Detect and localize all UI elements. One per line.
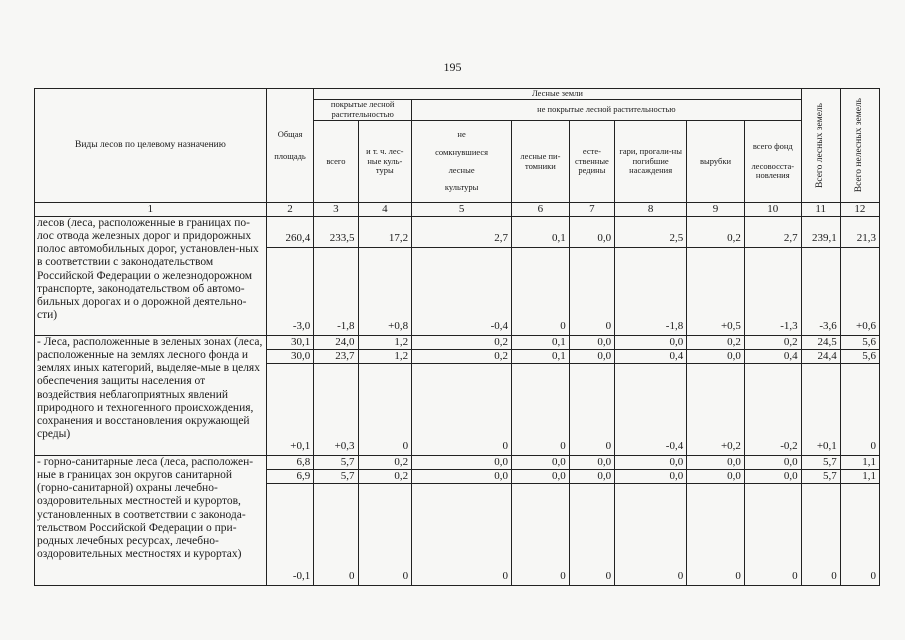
cell-diff: 0: [569, 247, 614, 335]
cell-value: 5,7: [314, 469, 358, 483]
cell-value: 30,1: [266, 335, 313, 349]
cell-value: 24,4: [801, 349, 840, 363]
header-burnt: гари, прогали-ны погибшие насаждения: [615, 121, 687, 203]
cell-diff: +0,8: [358, 247, 412, 335]
cell-value: 0,2: [358, 455, 412, 469]
cell-value: 0,0: [569, 349, 614, 363]
cell-value: 0,0: [569, 455, 614, 469]
cell-diff: 0: [412, 363, 512, 455]
cell-value: 2,7: [744, 216, 801, 247]
column-number: 12: [840, 203, 879, 217]
cell-value: 0,4: [615, 349, 687, 363]
cell-diff: 0: [512, 483, 570, 585]
header-unclosed-line3: лесные: [448, 164, 475, 175]
cell-value: 0,0: [615, 455, 687, 469]
section-row-1: [35, 455, 880, 469]
cell-diff: -1,3: [744, 247, 801, 335]
header-unclosed-line1: не: [457, 128, 466, 139]
cell-value: 1,1: [840, 469, 879, 483]
column-numbers-row: [35, 203, 880, 217]
header-total: всего: [314, 121, 358, 203]
column-number: 5: [412, 203, 512, 217]
cell-diff: -0,2: [744, 363, 801, 455]
header-total-area-line2: площадь: [274, 150, 306, 161]
cell-value: 0,2: [687, 335, 745, 349]
cell-value: 0,0: [512, 469, 570, 483]
cell-value: 30,0: [266, 349, 313, 363]
header-incl-cultures: и т. ч. лес-ные куль-туры: [358, 121, 412, 203]
cell-value: 6,8: [266, 455, 313, 469]
cell-value: 0,0: [615, 335, 687, 349]
header-unclosed-line2: сомкнувшиеся: [435, 146, 489, 157]
column-number: 11: [801, 203, 840, 217]
cell-value: 0,4: [744, 349, 801, 363]
header-unclosed: [412, 121, 512, 203]
cell-diff: 0: [569, 363, 614, 455]
cell-value: 0,0: [744, 469, 801, 483]
header-all-nonforest-text: Всего нелесных земель: [854, 98, 865, 193]
header-total-area: [266, 89, 313, 203]
header-reforest-line1: всего фонд: [752, 140, 793, 151]
cell-value: 1,2: [358, 335, 412, 349]
cell-value: 1,2: [358, 349, 412, 363]
cell-diff: 0: [569, 483, 614, 585]
section-row-1: [35, 335, 880, 349]
cell-value: 6,9: [266, 469, 313, 483]
cell-diff: -1,8: [615, 247, 687, 335]
page-number: 195: [443, 60, 462, 74]
cell-value: 239,1: [801, 216, 840, 247]
cell-diff: 0: [744, 483, 801, 585]
cell-diff: +0,2: [687, 363, 745, 455]
cell-value: 0,0: [687, 349, 745, 363]
column-number: 10: [744, 203, 801, 217]
cell-value: 0,1: [512, 216, 570, 247]
cell-diff: -0,4: [615, 363, 687, 455]
forest-area-table: [34, 88, 880, 586]
cell-diff: -0,1: [266, 483, 313, 585]
cell-diff: +0,1: [266, 363, 313, 455]
cell-diff: 0: [512, 247, 570, 335]
section-description: - Леса, расположенные в зеленых зонах (леса, расположенные на землях лесного фонда и землях иных категорий, выделяе-мые в целях обеспечения защиты населения от воздействия неблагоприятных явлений природного и техногенного происхождения, сохранения и восстановления окружающей среды): [35, 335, 267, 455]
cell-value: 0,2: [412, 335, 512, 349]
cell-diff: +0,1: [801, 363, 840, 455]
column-number: 9: [687, 203, 745, 217]
header-reforest-line2: лесовосста-новления: [751, 160, 795, 181]
cell-value: 0,0: [569, 469, 614, 483]
cell-value: 2,5: [615, 216, 687, 247]
section-row-1: [35, 216, 880, 247]
header-all-nonforest: [840, 89, 879, 203]
cell-value: 24,0: [314, 335, 358, 349]
cell-value: 0,0: [412, 469, 512, 483]
cell-value: 0,2: [412, 349, 512, 363]
column-number: 3: [314, 203, 358, 217]
cell-diff: 0: [840, 363, 879, 455]
header-natural-sparse: есте-ственные редины: [569, 121, 614, 203]
cell-value: 5,6: [840, 335, 879, 349]
cell-diff: +0,6: [840, 247, 879, 335]
cell-value: 0,1: [512, 349, 570, 363]
cell-value: 0,1: [512, 335, 570, 349]
cell-value: 0,0: [687, 469, 745, 483]
cell-value: 0,2: [744, 335, 801, 349]
column-number: 2: [266, 203, 313, 217]
cell-diff: -3,6: [801, 247, 840, 335]
section-description: - горно-санитарные леса (леса, расположен-ные в границах зон округов санитарной (горно-санитарной) охраны лечебно-оздоровительных местностей и курортов, установленных в соответствии с законода-тельством Российской Федерации о при-родных лечебных ресурсах, лечебно-оздоровительных местностях и курортах): [35, 455, 267, 585]
header-unclosed-line4: культуры: [444, 182, 479, 193]
column-number: 8: [615, 203, 687, 217]
cell-value: 5,6: [840, 349, 879, 363]
cell-diff: +0,5: [687, 247, 745, 335]
cell-value: 0,2: [687, 216, 745, 247]
cell-value: 5,7: [801, 469, 840, 483]
column-number: 1: [35, 203, 267, 217]
cell-diff: +0,3: [314, 363, 358, 455]
cell-value: 233,5: [314, 216, 358, 247]
cell-value: 23,7: [314, 349, 358, 363]
header-total-area-line1: Общая: [277, 128, 303, 139]
cell-value: 21,3: [840, 216, 879, 247]
cell-diff: 0: [801, 483, 840, 585]
cell-diff: 0: [314, 483, 358, 585]
header-not-covered: не покрытые лесной растительностью: [412, 100, 802, 121]
cell-value: 0,0: [412, 455, 512, 469]
cell-diff: -1,8: [314, 247, 358, 335]
cell-diff: 0: [358, 483, 412, 585]
header-nurseries: лесные пи-томники: [512, 121, 570, 203]
header-forest-lands: Лесные земли: [314, 89, 801, 100]
header-covered: покрытые лесной растительностью: [314, 100, 412, 121]
cell-value: 0,0: [744, 455, 801, 469]
cell-value: 17,2: [358, 216, 412, 247]
header-kind: Виды лесов по целевому назначению: [35, 89, 267, 203]
cell-diff: 0: [840, 483, 879, 585]
cell-value: 5,7: [801, 455, 840, 469]
cell-diff: 0: [687, 483, 745, 585]
column-number: 7: [569, 203, 614, 217]
cell-value: 0,0: [512, 455, 570, 469]
header-all-forest-text: Всего лесных земель: [815, 103, 826, 188]
cell-value: 0,0: [687, 455, 745, 469]
header-all-forest: [801, 89, 840, 203]
cell-diff: 0: [615, 483, 687, 585]
cell-diff: 0: [412, 483, 512, 585]
cell-value: 0,0: [569, 335, 614, 349]
column-number: 6: [512, 203, 570, 217]
header-reforest: [744, 121, 801, 203]
cell-diff: 0: [512, 363, 570, 455]
cell-value: 5,7: [314, 455, 358, 469]
cell-value: 0,2: [358, 469, 412, 483]
cell-value: 1,1: [840, 455, 879, 469]
cell-value: 2,7: [412, 216, 512, 247]
cell-diff: -3,0: [266, 247, 313, 335]
header-cuttings: вырубки: [687, 121, 745, 203]
cell-diff: -0,4: [412, 247, 512, 335]
column-number: 4: [358, 203, 412, 217]
section-description: лесов (леса, расположенные в границах по-лос отвода железных дорог и придорожных полос автомобильных дорог, установлен-ных в соответствии с законодательством Российской Федерации о железнодорожном транспорте, законодательством об автомо-бильных дорогах и о дорожной деятельно-сти): [35, 216, 267, 335]
cell-value: 24,5: [801, 335, 840, 349]
cell-diff: 0: [358, 363, 412, 455]
cell-value: 0,0: [569, 216, 614, 247]
cell-value: 0,0: [615, 469, 687, 483]
cell-value: 260,4: [266, 216, 313, 247]
